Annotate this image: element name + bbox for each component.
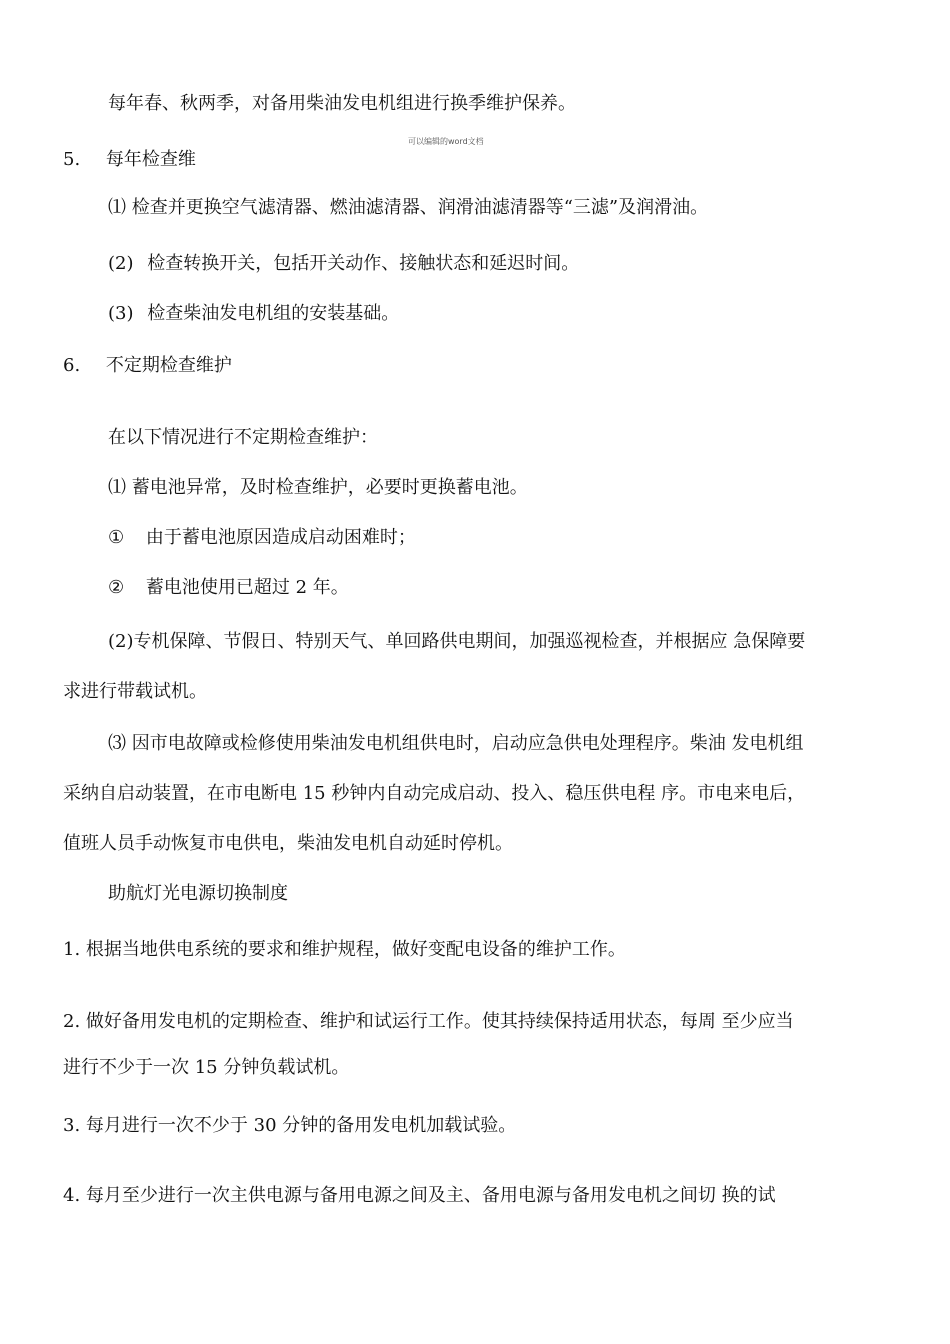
section-5-number: 5. [63,149,81,170]
list-item-3: 3. 每月进行一次不少于 30 分钟的备用发电机加载试验。 [63,1115,517,1136]
paragraph-seasonal-maintenance: 每年春、秋两季，对备用柴油发电机组进行换季维护保养。 [108,93,576,114]
list-item-1: 1. 根据当地供电系统的要求和维护规程，做好变配电设备的维护工作。 [63,939,626,960]
section-6-number: 6. [63,355,81,376]
subitem-1-start-difficulty [108,526,416,550]
item-3-text: 检查柴油发电机组的安装基础。 [147,303,400,324]
item-emergency-line2: 采纳自启动装置，在市电断电 15 秒钟内自动完成启动、投入、稳压供电程 序。市电来电后， [63,783,806,804]
item-2-switch [108,252,579,276]
item-special-support-line1: (2)专机保障、节假日、特别天气、单回路供电期间，加强巡视检查，并根据应 急保障要 [108,631,806,652]
list-item-2-line1: 2. 做好备用发电机的定期检查、维护和试运行工作。使其持续保持适用状态，每周 至少应当 [63,1011,794,1032]
subitem-1-text: 由于蓄电池原因造成启动困难时； [145,527,416,548]
subitem-2-text: 蓄电池使用已超过 2 年。 [145,577,349,598]
section-5-title: 每年检查维 [105,149,196,170]
section-heading-power-switching: 助航灯光电源切换制度 [108,883,288,904]
section-6-heading [63,354,232,378]
subitem-2-battery-age [108,576,349,600]
item-special-support-line2: 求进行带载试机。 [63,681,207,702]
item-3-number: (3) [108,303,134,324]
watermark-text: 可以编辑的word文档 [408,137,484,146]
item-1-filters: ⑴ 检查并更换空气滤清器、燃油滤清器、润滑油滤清器等“三滤”及润滑油。 [108,197,709,218]
subitem-2-marker: ② [108,577,125,598]
list-item-4: 4. 每月至少进行一次主供电源与备用电源之间及主、备用电源与备用发电机之间切 换的试 [63,1185,776,1206]
subitem-1-marker: ① [108,527,125,548]
item-battery-abnormal: ⑴ 蓄电池异常，及时检查维护，必要时更换蓄电池。 [108,477,528,498]
item-emergency-line1: ⑶ 因市电故障或检修使用柴油发电机组供电时，启动应急供电处理程序。柴油 发电机组 [108,733,804,754]
section-6-title: 不定期检查维护 [105,355,232,376]
item-emergency-line3: 值班人员手动恢复市电供电，柴油发电机自动延时停机。 [63,833,513,854]
item-2-text: 检查转换开关，包括开关动作、接触状态和延迟时间。 [147,253,580,274]
list-item-2-line2: 进行不少于一次 15 分钟负载试机。 [63,1057,350,1078]
item-2-number: (2) [108,253,134,274]
paragraph-conditions: 在以下情况进行不定期检查维护： [108,427,378,448]
section-5-heading [63,148,196,172]
item-3-foundation [108,302,399,326]
